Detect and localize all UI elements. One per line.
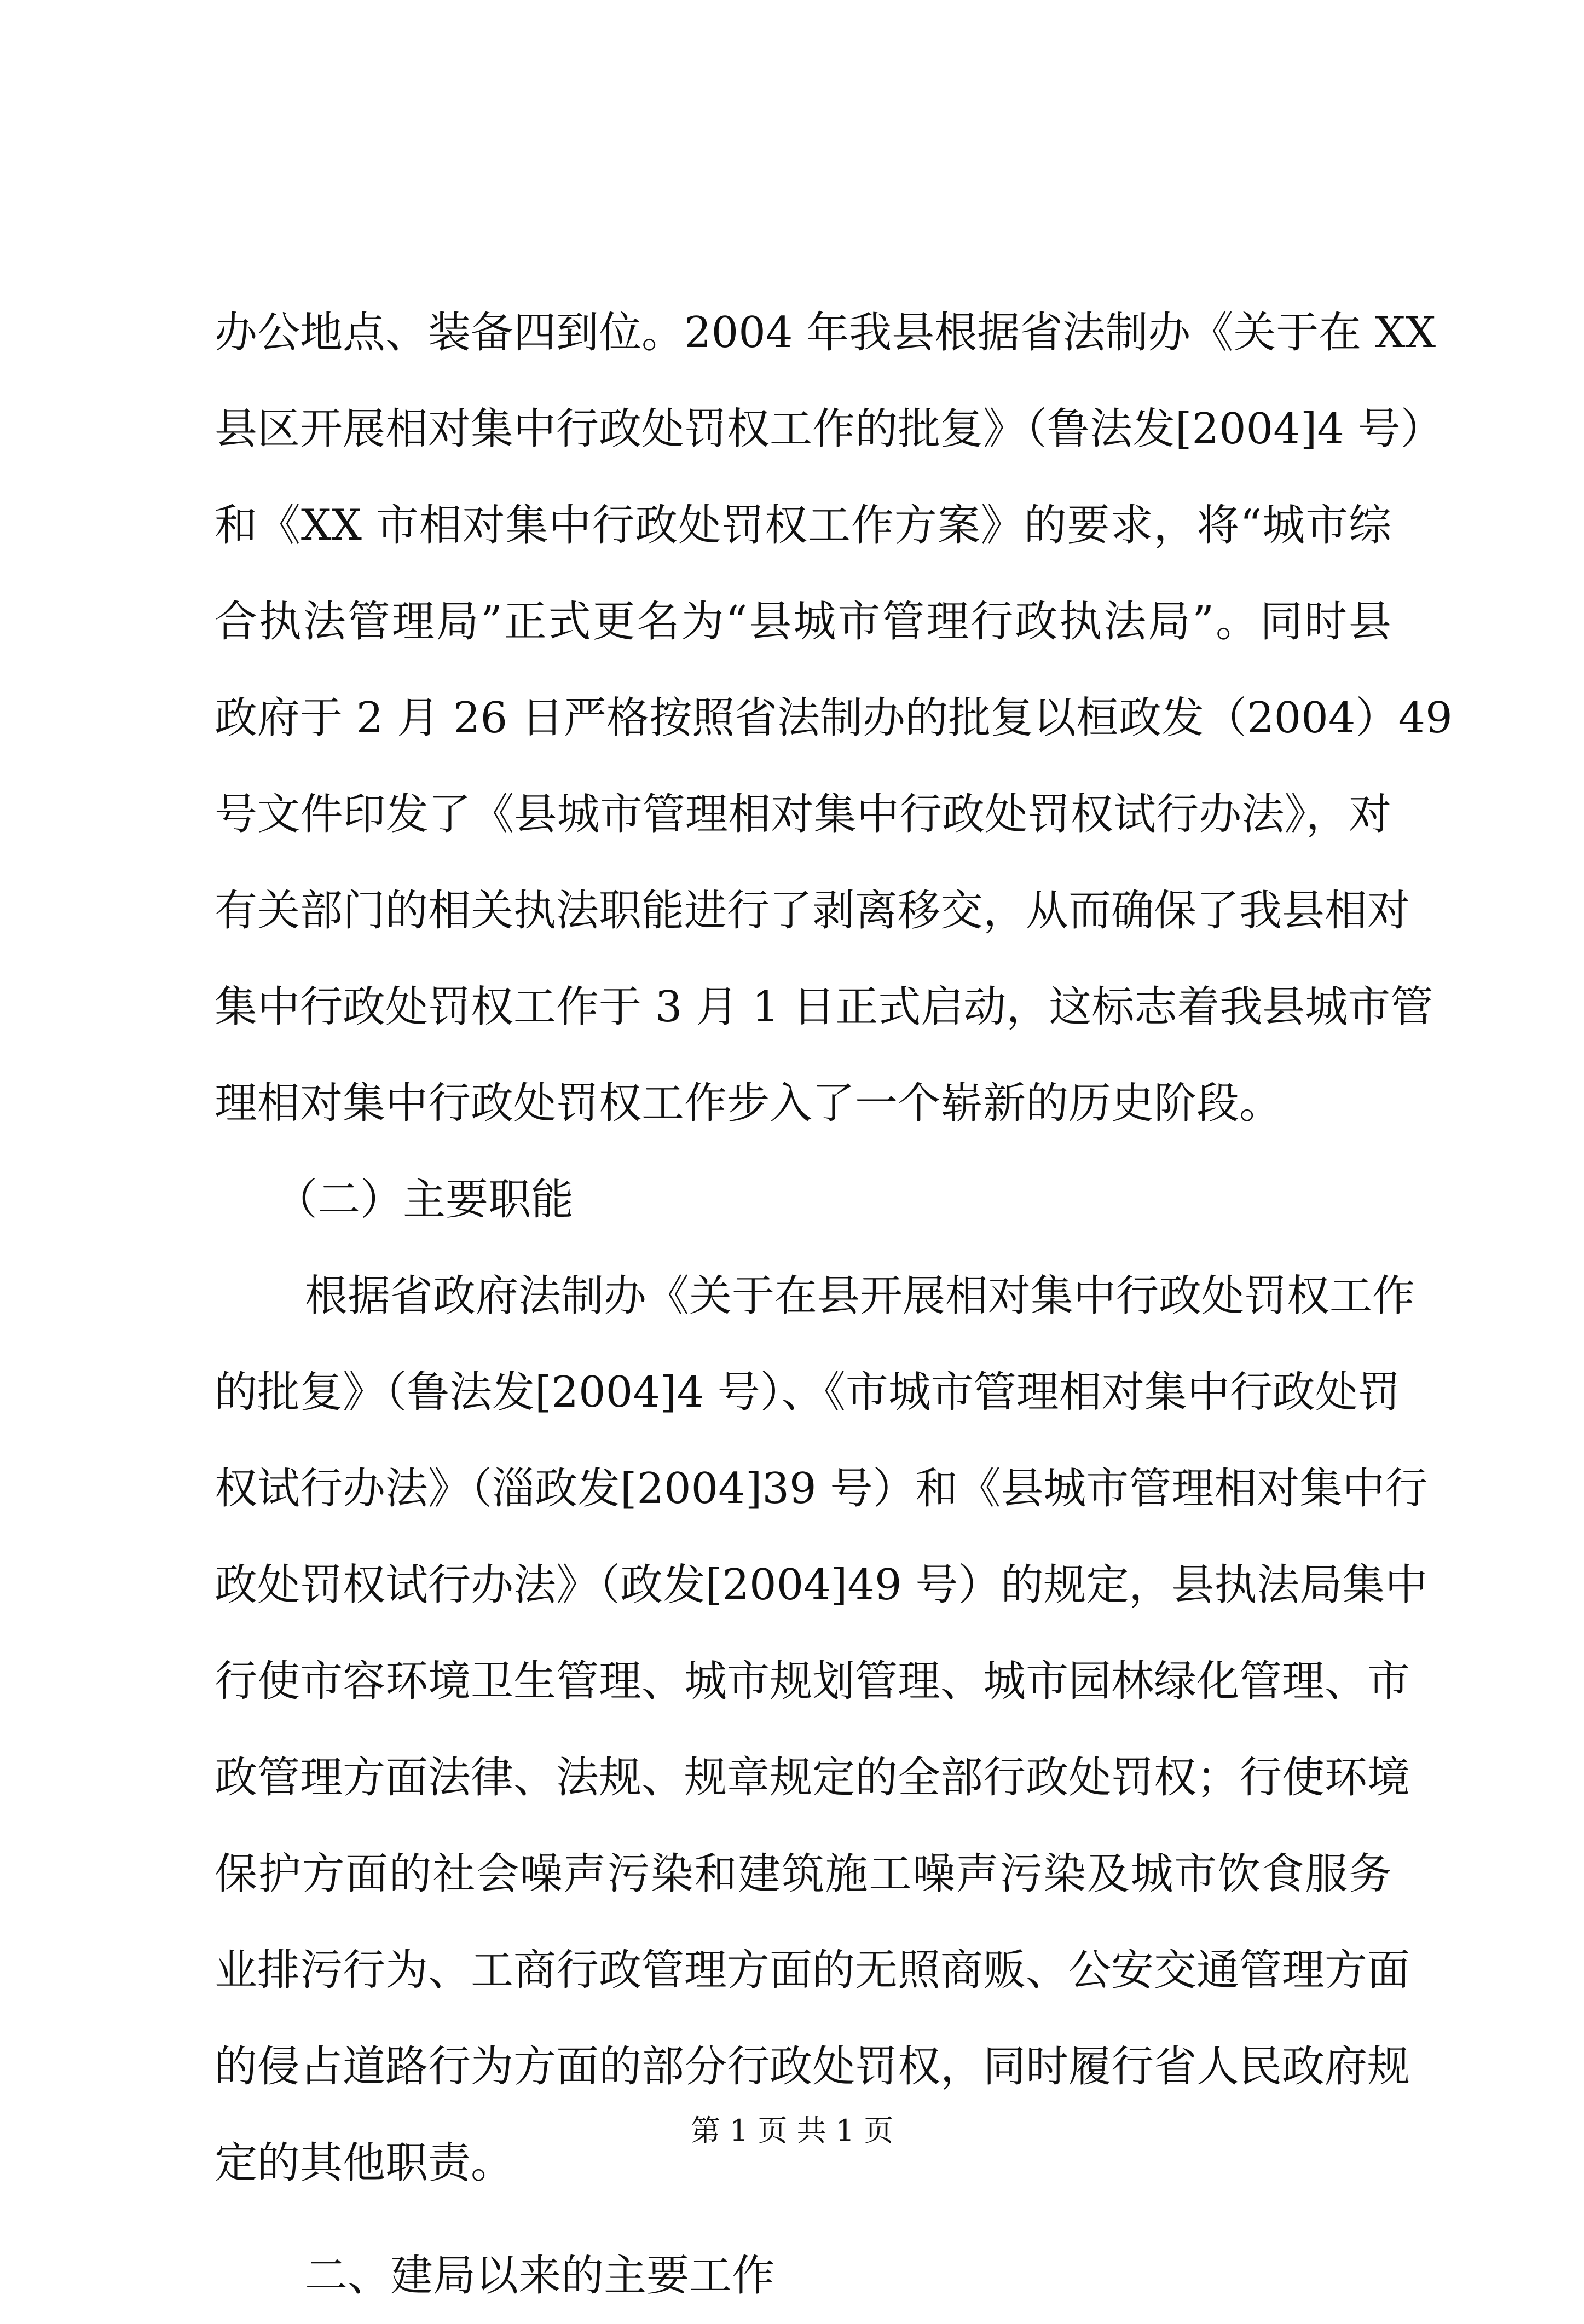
paragraph-2-line-4: 政处罚权试行办法》（政发[2004]49 号）的规定，县执法局集中 bbox=[215, 1560, 1428, 1610]
paragraph-2-line-6: 政管理方面法律、法规、规章规定的全部行政处罚权；行使环境 bbox=[215, 1753, 1410, 1802]
section-heading-main-work: 二、建局以来的主要工作 bbox=[305, 2251, 775, 2300]
paragraph-1-line-4: 合执法管理局”正式更名为“县城市管理行政执法局”。同时县 bbox=[215, 597, 1391, 646]
paragraph-2-line-8: 业排污行为、工商行政管理方面的无照商贩、公安交通管理方面 bbox=[215, 1946, 1410, 1995]
paragraph-2-line-3: 权试行办法》（淄政发[2004]39 号）和《县城市管理相对集中行 bbox=[215, 1464, 1428, 1513]
paragraph-1-line-7: 有关部门的相关执法职能进行了剥离移交，从而确保了我县相对 bbox=[215, 886, 1410, 935]
paragraph-2-line-9: 的侵占道路行为方面的部分行政处罚权，同时履行省人民政府规 bbox=[215, 2042, 1410, 2091]
paragraph-2-line-10: 定的其他职责。 bbox=[215, 2138, 514, 2188]
paragraph-2-line-5: 行使市容环境卫生管理、城市规划管理、城市园林绿化管理、市 bbox=[215, 1657, 1410, 1706]
paragraph-1-line-2: 县区开展相对集中行政处罚权工作的批复》（鲁法发[2004]4 号） bbox=[215, 404, 1443, 454]
paragraph-1-line-3: 和《XX 市相对集中行政处罚权工作方案》的要求，将“城市综 bbox=[215, 501, 1391, 550]
document-body bbox=[215, 285, 1453, 2324]
paragraph-1-line-9: 理相对集中行政处罚权工作步入了一个崭新的历史阶段。 bbox=[215, 1079, 1282, 1128]
paragraph-1-line-5: 政府于 2 月 26 日严格按照省法制办的批复以桓政发（2004）49 bbox=[215, 693, 1453, 743]
page-footer: 第 1 页 共 1 页 bbox=[690, 2113, 894, 2148]
subheading-main-functions: （二）主要职能 bbox=[275, 1175, 574, 1224]
paragraph-2-line-1: 根据省政府法制办《关于在县开展相对集中行政处罚权工作 bbox=[305, 1271, 1415, 1321]
paragraph-1-line-1: 办公地点、装备四到位。2004 年我县根据省法制办《关于在 XX bbox=[215, 308, 1436, 357]
paragraph-1-line-8: 集中行政处罚权工作于 3 月 1 日正式启动，这标志着我县城市管 bbox=[215, 982, 1433, 1032]
paragraph-2-line-2: 的批复》（鲁法发[2004]4 号）、《市城市管理相对集中行政处罚 bbox=[215, 1368, 1401, 1417]
paragraph-1-line-6: 号文件印发了《县城市管理相对集中行政处罚权试行办法》，对 bbox=[215, 790, 1391, 839]
paragraph-2-line-7: 保护方面的社会噪声污染和建筑施工噪声污染及城市饮食服务 bbox=[215, 1849, 1391, 1899]
